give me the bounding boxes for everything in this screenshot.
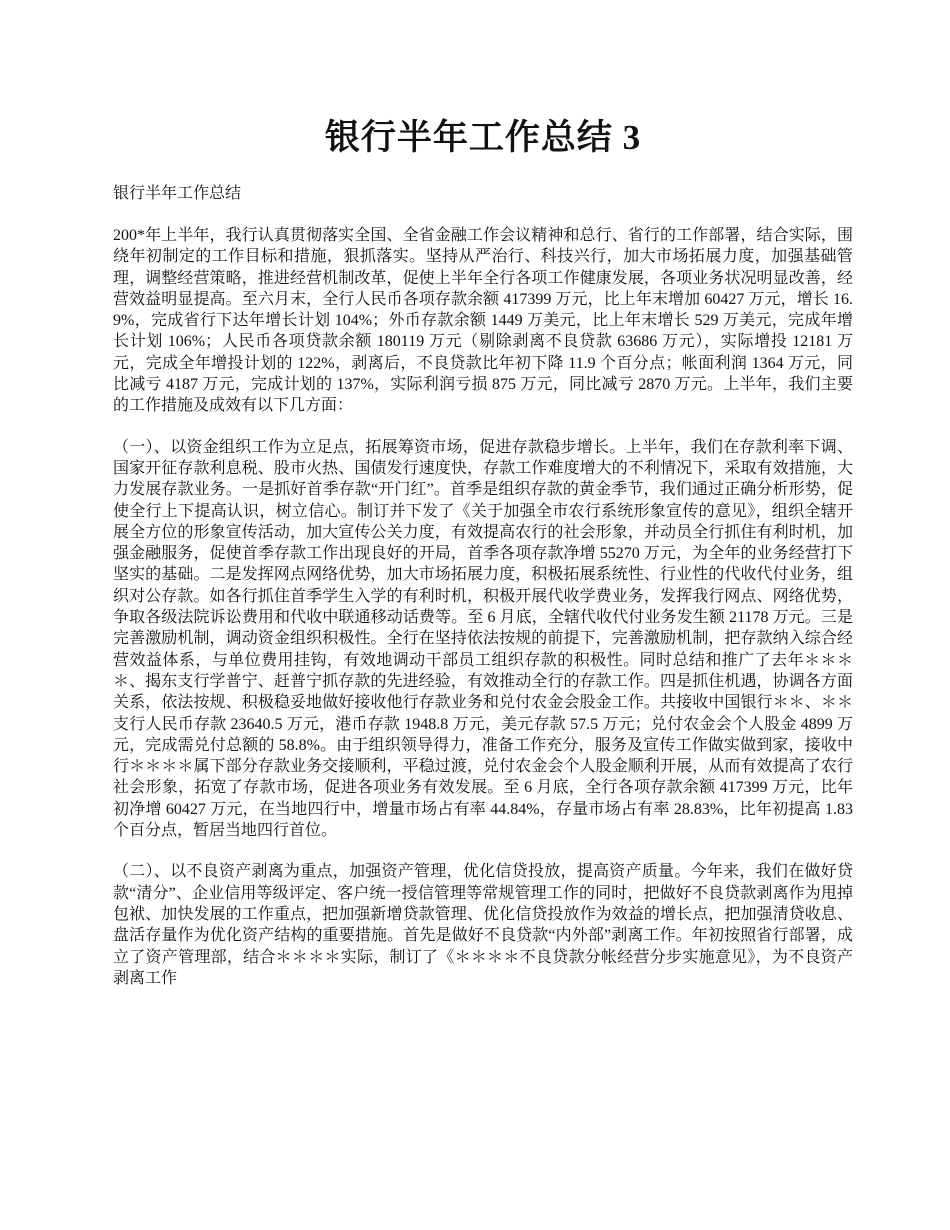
document-page [113, 0, 853, 989]
paragraph-summary: 200*年上半年，我行认真贯彻落实全国、全省金融工作会议精神和总行、省行的工作部署，结合实际，围绕年初制定的工作目标和措施，狠抓落实。坚持从严治行、科技兴行，加大市场拓展力度，加强基础管理，调整经营策略，推进经营机制改革，促使上半年全行各项工作健康发展，各项业务状况明显改善，经营效益明显提高。至六月末，全行人民币各项存款余额 417399 万元，比上年末增加 60427 万元，增长 16.9%，完成省行下达年增长计划 104%；外币存款余额 1449 万美元，比上年末增长 529 万美元，完成年增长计划 106%；人民币各项贷款余额 180119 万元（剔除剥离不良贷款 63686 万元），实际增投 12181 万元，完成全年增投计划的 122%，剥离后，不良贷款比年初下降 11.9 个百分点；帐面利润 1364 万元，同比减亏 4187 万元，完成计划的 137%，实际利润亏损 875 万元，同比减亏 2870 万元。上半年，我们主要的工作措施及成效有以下几方面： [113, 227, 853, 415]
document-title: 银行半年工作总结 3 [324, 118, 642, 157]
paragraph-section-1: （一）、以资金组织工作为立足点，拓展筹资市场，促进存款稳步增长。上半年，我们在存款利率下调、国家开征存款利息税、股市火热、国债发行速度快，存款工作难度增大的不利情况下，采取有效措施，大力发展存款业务。一是抓好首季存款“开门红”。首季是组织存款的黄金季节，我们通过正确分析形势，促使全行上下提高认识，树立信心。制订并下发了《关于加强全市农行系统形象宣传的意见》，组织全辖开展全方位的形象宣传活动，加大宣传公关力度，有效提高农行的社会形象，并动员全行抓住有利时机，加强金融服务，促使首季存款工作出现良好的开局，首季各项存款净增 55270 万元，为全年的业务经营打下坚实的基础。二是发挥网点网络优势，加大市场拓展力度，积极拓展系统性、行业性的代收代付业务，组织对公存款。如各行抓住首季学生入学的有利时机，积极开展代收学费业务，发挥我行网点、网络优势，争取各级法院诉讼费用和代收中联通移动话费等。至 6 月底，全辖代收代付业务发生额 21178 万元。三是完善激励机制，调动资金组织积极性。全行在坚持依法按规的前提下，完善激励机制，把存款纳入综合经营效益体系，与单位费用挂钩，有效地调动干部员工组织存款的积极性。同时总结和推广了去年＊＊＊＊、揭东支行学普宁、赶普宁抓存款的先进经验，有效推动全行的存款工作。四是抓住机遇，协调各方面关系，依法按规、积极稳妥地做好接收他行存款业务和兑付农金会股金工作。共接收中国银行＊＊、＊＊支行人民币存款 23640.5 万元，港币存款 1948.8 万元，美元存款 57.5 万元；兑付农金会个人股金 4899 万元，完成需兑付总额的 58.8%。由于组织领导得力，准备工作充分，服务及宣传工作做实做到家，接收中行＊＊＊＊属下部分存款业务交接顺利，平稳过渡，兑付农金会个人股金顺利开展，从而有效提高了农行社会形象，拓宽了存款市场，促进各项业务有效发展。至 6 月底，全行各项存款余额 417399 万元，比年初净增 60427 万元，在当地四行中，增量市场占有率 44.84%，存量市场占有率 28.83%，比年初提高 1.83 个百分点，暂居当地四行首位。 [113, 438, 853, 840]
document-subtitle: 银行半年工作总结 [113, 185, 242, 202]
paragraph-section-2: （二）、以不良资产剥离为重点，加强资产管理，优化信贷投放，提高资产质量。今年来，我们在做好贷款“清分”、企业信用等级评定、客户统一授信管理等常规管理工作的同时，把做好不良贷款剥离作为甩掉包袱、加快发展的工作重点，把加强新增贷款管理、优化信贷投放作为效益的增长点，把加强清贷收息、盘活存量作为优化资产结构的重要措施。首先是做好不良贷款“内外部”剥离工作。年初按照省行部署，成立了资产管理部，结合＊＊＊＊实际，制订了《＊＊＊＊不良贷款分帐经营分步实施意见》，为不良资产剥离工作 [113, 863, 853, 987]
